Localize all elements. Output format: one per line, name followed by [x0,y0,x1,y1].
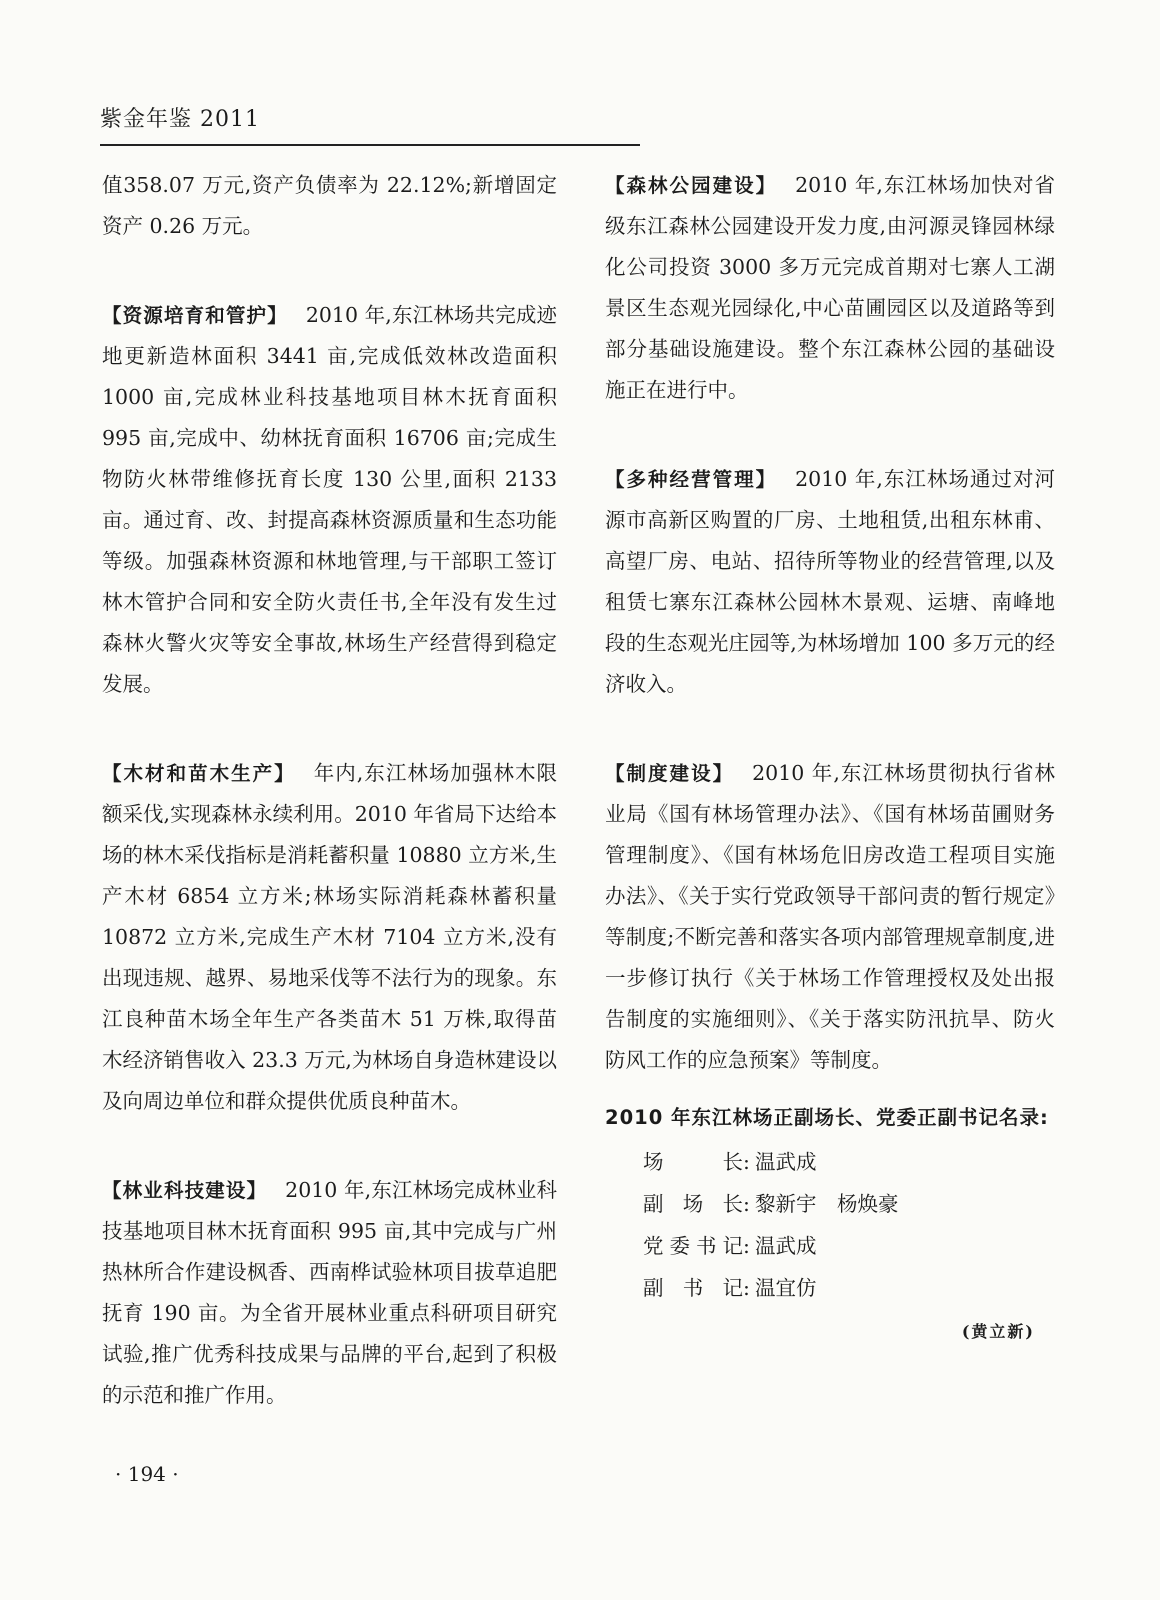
section-heading: 【制度建设】 [605,762,735,785]
paragraph-text: 年内,东江林场加强林木限额采伐,实现森林永续利用。2010 年省局下达给本场的林木采伐指标是消耗蓄积量 10880 立方米,生产木材 6854 立方米;林场实际消耗森林蓄积量 10872 立方米,完成生产木材 7104 立方米,没有出现违规、越界、易地采伐等不法行为的现象。东江良种苗木场全年生产各类苗木 51 万株,取得苗木经济销售收入 23.3 万元,为林场自身造林建设以及向周边单位和群众提供优质良种苗木。 [102,761,557,1113]
paragraph-text: 2010 年,东江林场共完成迹地更新造林面积 3441 亩,完成低效林改造面积 1000 亩,完成林业科技基地项目林木抚育面积 995 亩,完成中、幼林抚育面积 16706 亩;完成生物防火林带维修抚育长度 130 公里,面积 2133 亩。通过育、改、封提高森林资源质量和生态功能等级。加强森林资源和林地管理,与干部职工签订林木管护合同和安全防火责任书,全年没有发生过森林火警火灾等安全事故,林场生产经营得到稳定发展。 [102,303,557,696]
roster-names: 温武成 [755,1234,817,1258]
roster-names: 温武成 [755,1150,817,1174]
roster-row [605,1267,1055,1309]
running-header: 紫金年鉴 2011 [100,107,260,132]
section-heading: 【木材和苗木生产】 [102,762,296,785]
roster-title: 2010 年东江林场正副场长、党委正副书记名录: [605,1106,1049,1129]
roster-role: 党委书记 [643,1234,743,1258]
roster-row [605,1141,1055,1183]
roster-names: 温宜仿 [755,1276,817,1300]
roster-separator: : [743,1234,750,1258]
paragraph-forest-park [605,165,1055,411]
roster-names: 黎新宇 杨焕豪 [755,1192,899,1216]
paragraph-forestry-tech [102,1170,557,1416]
paragraph-asset-summary [102,165,557,247]
page-number: · 194 · [115,1462,179,1486]
header-rule [100,144,640,146]
roster-separator: : [743,1276,750,1300]
paragraph-system-building [605,753,1055,1081]
section-heading: 【资源培育和管护】 [102,304,288,327]
roster-role: 副场长 [643,1192,743,1216]
right-column [605,165,1055,1342]
paragraph-text: 2010 年,东江林场加快对省级东江森林公园建设开发力度,由河源灵锋园林绿化公司投资 3000 多万元完成首期对七寨人工湖景区生态观光园绿化,中心苗圃园区以及道路等到部分基础设施建设。整个东江森林公园的基础设施正在进行中。 [605,173,1055,402]
roster-row [605,1183,1055,1225]
paragraph-diversified-business [605,459,1055,705]
roster-row [605,1225,1055,1267]
left-column [102,165,557,1464]
paragraph-text: 2010 年,东江林场贯彻执行省林业局《国有林场管理办法》、《国有林场苗圃财务管理制度》、《国有林场危旧房改造工程项目实施办法》、《关于实行党政领导干部问责的暂行规定》等制度;不断完善和落实各项内部管理规章制度,进一步修订执行《关于林场工作管理授权及处出报告制度的实施细则》、《关于落实防汛抗旱、防火防风工作的应急预案》等制度。 [605,761,1055,1072]
section-heading: 【多种经营管理】 [605,468,778,491]
paragraph-text: 2010 年,东江林场通过对河源市高新区购置的厂房、土地租赁,出租东林甫、高望厂房、电站、招待所等物业的经营管理,以及租赁七寨东江森林公园林木景观、运塘、南峰地段的生态观光庄园等,为林场增加 100 多万元的经济收入。 [605,467,1055,696]
section-heading: 【森林公园建设】 [605,174,778,197]
paragraph-text: 2010 年,东江林场完成林业科技基地项目林木抚育面积 995 亩,其中完成与广州热林所合作建设枫香、西南桦试验林项目拔草追肥抚育 190 亩。为全省开展林业重点科研项目研究试验,推广优秀科技成果与品牌的平台,起到了积极的示范和推广作用。 [102,1178,557,1407]
roster-role: 场长 [643,1150,743,1174]
paragraph-resource-cultivation [102,295,557,705]
roster-role: 副书记 [643,1276,743,1300]
section-heading: 【林业科技建设】 [102,1179,268,1202]
author-credit: (黄立新) [961,1322,1035,1341]
roster-list [605,1141,1055,1309]
roster-separator: : [743,1150,750,1174]
paragraph-text: 值358.07 万元,资产负债率为 22.12%;新增固定资产 0.26 万元。 [102,173,557,238]
paragraph-timber-seedling [102,753,557,1122]
roster-separator: : [743,1192,750,1216]
